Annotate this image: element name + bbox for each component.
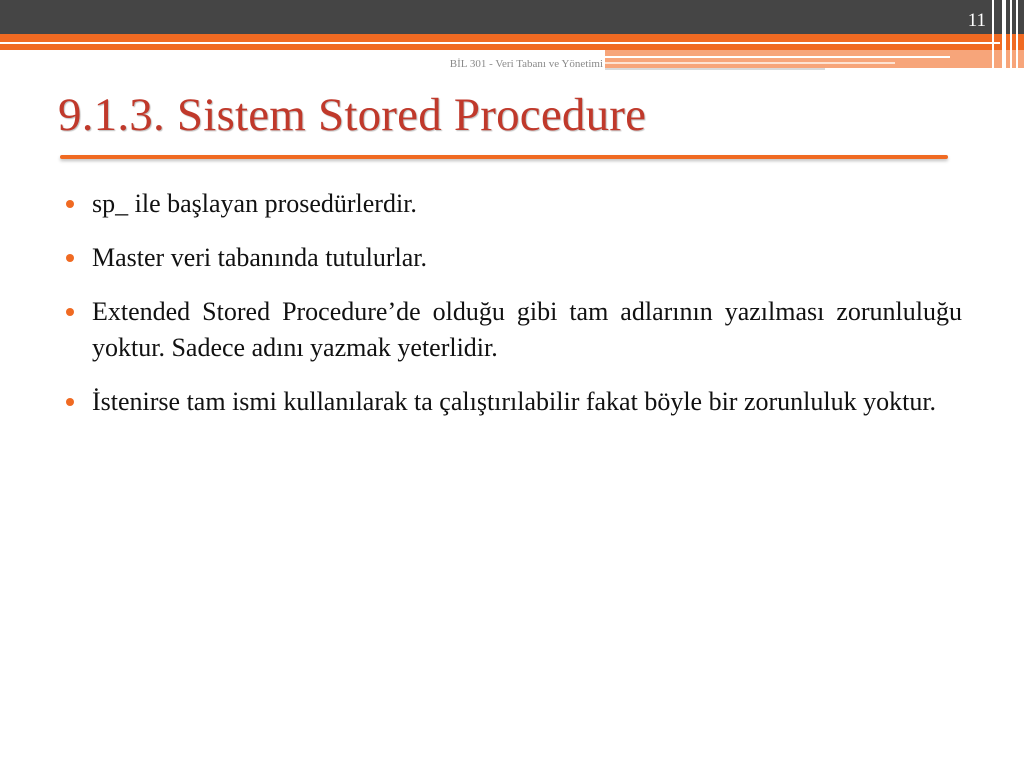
bullet-item: [66, 186, 962, 222]
bullet-list: [66, 186, 962, 438]
header-stripe: [0, 42, 1000, 44]
bullet-text: İstenirse tam ismi kullanılarak ta çalıştırılabilir fakat böyle bir zorunluluk yoktur.: [92, 387, 937, 416]
bullet-item: [66, 240, 962, 276]
bullet-dot-icon: [66, 200, 74, 208]
slide-title: 9.1.3. Sistem Stored Procedure: [58, 89, 647, 141]
bullet-dot-icon: [66, 254, 74, 262]
title-underline: [60, 155, 948, 159]
header-stripe: [605, 62, 895, 64]
header-bar: [0, 0, 1024, 34]
header-stripe: [605, 56, 950, 58]
bullet-dot-icon: [66, 308, 74, 316]
bullet-item: [66, 384, 962, 420]
bullet-text: sp_ ile başlayan prosedürlerdir.: [92, 189, 417, 218]
course-footer: BİL 301 - Veri Tabanı ve Yönetimi: [449, 58, 603, 70]
bullet-item: [66, 294, 962, 366]
footer-underline: [605, 68, 825, 70]
header-stripe: [992, 0, 994, 68]
header-stripe: [1016, 0, 1018, 68]
bullet-text: Extended Stored Procedure’de olduğu gibi tam adlarının yazılması zorunluluğu yoktur. Sadece adını yazmak yeterlidir.: [92, 297, 962, 362]
slide-number: 11: [967, 10, 986, 31]
header-stripe: [1010, 0, 1012, 68]
bullet-dot-icon: [66, 398, 74, 406]
header-accent-band-lower: [605, 50, 1024, 68]
header-stripe: [1002, 0, 1006, 68]
bullet-text: Master veri tabanında tutulurlar.: [92, 243, 428, 272]
